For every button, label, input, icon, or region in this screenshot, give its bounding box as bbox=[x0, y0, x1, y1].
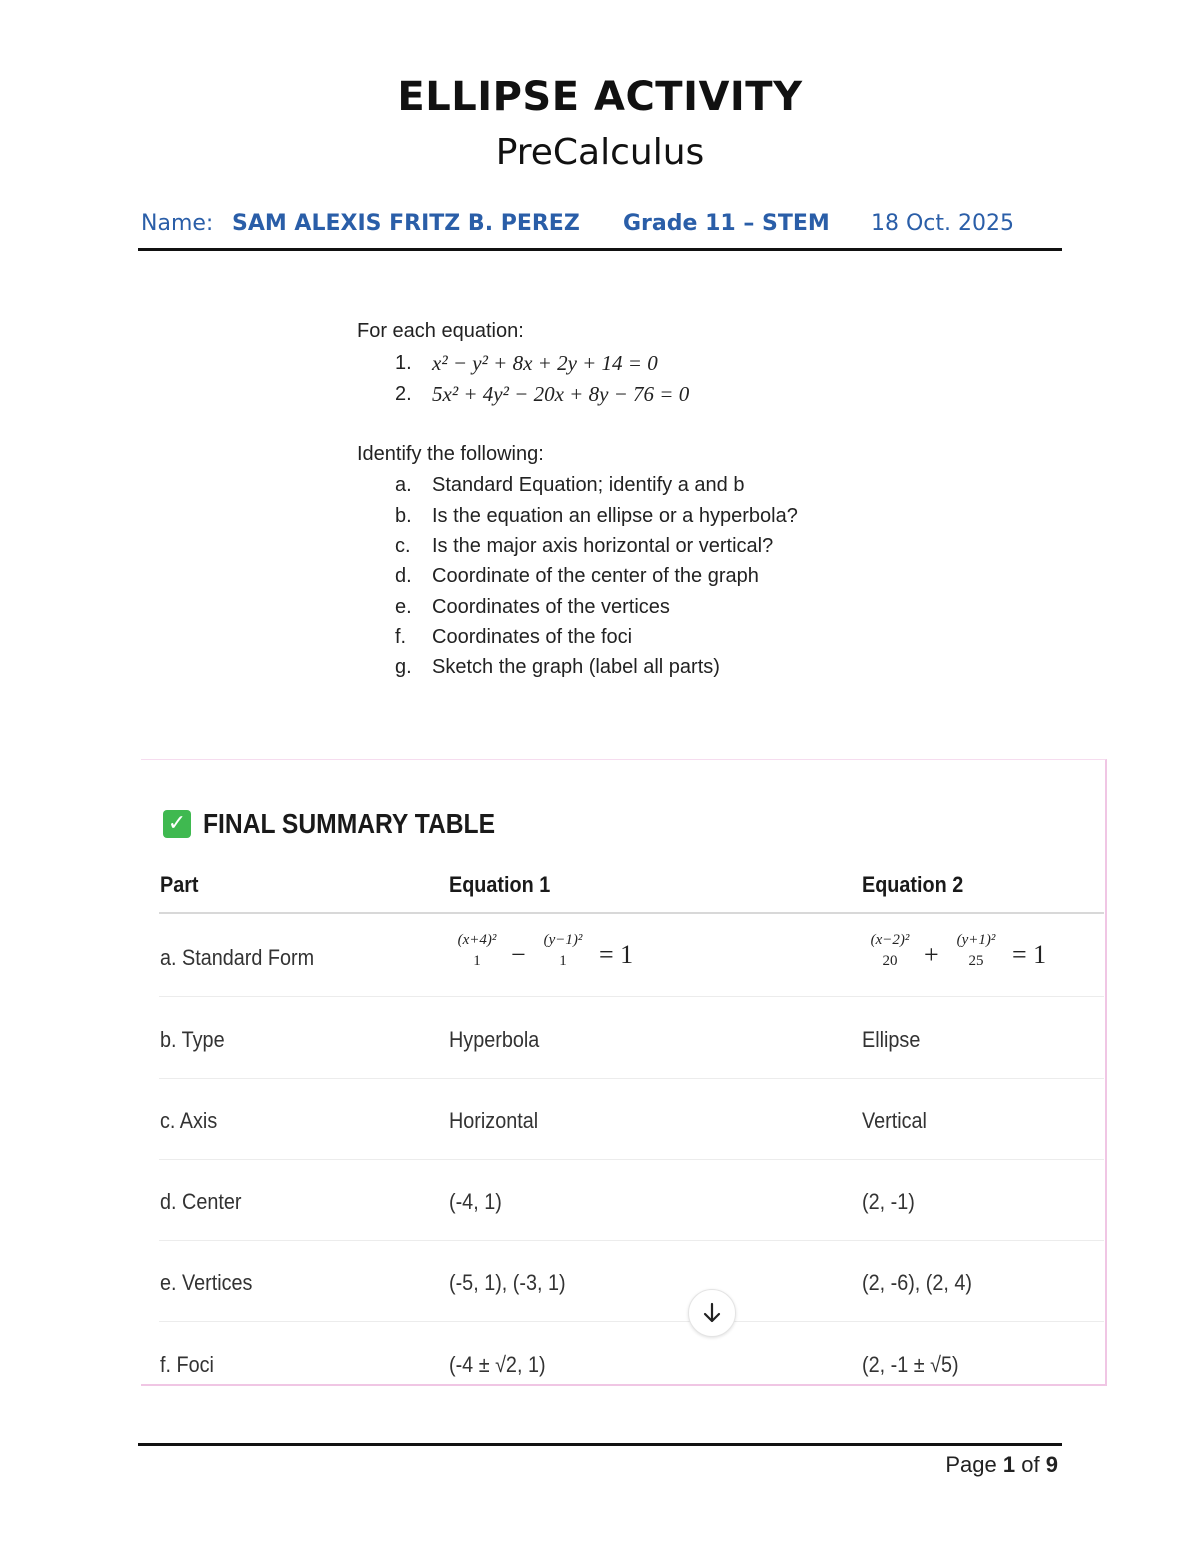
table-cell-eq2: (2, -1 ± √5) bbox=[862, 1352, 959, 1377]
table-cell-eq1: (-5, 1), (-3, 1) bbox=[449, 1270, 566, 1295]
document-title: ELLIPSE ACTIVITY bbox=[397, 74, 803, 120]
equation-1: x² − y² + 8x + 2y + 14 = 0 bbox=[432, 351, 658, 375]
operator: + bbox=[924, 940, 939, 969]
row-divider bbox=[159, 1078, 1104, 1079]
fraction-numerator: (y−1)² bbox=[543, 932, 583, 948]
table-cell-eq1: Hyperbola bbox=[449, 1027, 540, 1052]
equation-number: 2. bbox=[395, 383, 412, 405]
item-letter: g. bbox=[395, 656, 412, 678]
fraction-denominator: 1 bbox=[559, 953, 567, 969]
fraction-numerator: (x−2)² bbox=[870, 932, 910, 948]
column-header-equation-1: Equation 1 bbox=[449, 872, 551, 897]
page-number bbox=[945, 1452, 1058, 1478]
document-subtitle: PreCalculus bbox=[495, 132, 705, 173]
column-header-part: Part bbox=[160, 872, 199, 897]
table-header-divider bbox=[159, 912, 1104, 914]
operator: − bbox=[511, 940, 526, 969]
instructions-heading: For each equation: bbox=[357, 320, 524, 342]
row-divider bbox=[159, 996, 1104, 997]
of-word: of bbox=[1021, 1452, 1040, 1477]
header-divider bbox=[138, 248, 1062, 251]
identify-item: Standard Equation; identify a and b bbox=[432, 474, 745, 496]
arrow-down-icon bbox=[700, 1301, 724, 1325]
item-letter: a. bbox=[395, 474, 412, 496]
item-letter: d. bbox=[395, 565, 412, 587]
check-mark-icon: ✓ bbox=[163, 810, 191, 838]
name-label: Name: bbox=[141, 211, 214, 236]
equals-one: = 1 bbox=[599, 940, 634, 969]
table-cell-eq1: Horizontal bbox=[449, 1108, 539, 1133]
standard-form-equation-1 bbox=[449, 932, 649, 982]
row-label-axis: c. Axis bbox=[160, 1108, 218, 1133]
item-letter: c. bbox=[395, 535, 411, 557]
equation-number: 1. bbox=[395, 352, 412, 374]
student-header bbox=[141, 211, 1061, 243]
equals-one: = 1 bbox=[1012, 940, 1047, 969]
row-label-center: d. Center bbox=[160, 1189, 242, 1214]
identify-item: Coordinates of the vertices bbox=[432, 596, 670, 618]
standard-form-equation-2 bbox=[862, 932, 1062, 982]
fraction-denominator: 25 bbox=[968, 953, 984, 969]
scroll-down-button[interactable] bbox=[688, 1289, 736, 1337]
identify-item: Is the equation an ellipse or a hyperbola? bbox=[432, 505, 798, 527]
grade-section: Grade 11 – STEM bbox=[623, 211, 830, 236]
row-divider bbox=[159, 1159, 1104, 1160]
summary-title-text: FINAL SUMMARY TABLE bbox=[203, 808, 496, 839]
table-cell-eq2: Vertical bbox=[862, 1108, 927, 1133]
item-letter: e. bbox=[395, 596, 412, 618]
row-label-type: b. Type bbox=[160, 1027, 225, 1052]
page-word: Page bbox=[945, 1452, 997, 1477]
table-cell-eq2: Ellipse bbox=[862, 1027, 921, 1052]
row-label-foci: f. Foci bbox=[160, 1352, 214, 1377]
student-name: SAM ALEXIS FRITZ B. PEREZ bbox=[232, 211, 580, 236]
row-divider bbox=[159, 1240, 1104, 1241]
document-date: 18 Oct. 2025 bbox=[871, 211, 1014, 236]
identify-heading: Identify the following: bbox=[357, 443, 544, 465]
column-header-equation-2: Equation 2 bbox=[862, 872, 964, 897]
item-letter: f. bbox=[395, 626, 407, 648]
table-cell-eq1: (-4 ± √2, 1) bbox=[449, 1352, 546, 1377]
identify-item: Coordinates of the foci bbox=[432, 626, 633, 648]
fraction-denominator: 20 bbox=[882, 953, 898, 969]
row-divider bbox=[159, 1321, 1104, 1322]
footer-divider bbox=[138, 1443, 1062, 1446]
fraction-numerator: (y+1)² bbox=[956, 932, 996, 948]
identify-item: Coordinate of the center of the graph bbox=[432, 565, 759, 587]
table-cell-eq2: (2, -1) bbox=[862, 1189, 915, 1214]
current-page: 1 bbox=[1002, 1452, 1016, 1477]
equation-2: 5x² + 4y² − 20x + 8y − 76 = 0 bbox=[432, 382, 690, 406]
fraction-numerator: (x+4)² bbox=[457, 932, 497, 948]
row-label-standard-form: a. Standard Form bbox=[160, 945, 315, 970]
row-label-vertices: e. Vertices bbox=[160, 1270, 253, 1295]
item-letter: b. bbox=[395, 505, 412, 527]
identify-item: Sketch the graph (label all parts) bbox=[432, 656, 720, 678]
identify-item: Is the major axis horizontal or vertical? bbox=[432, 535, 774, 557]
fraction-denominator: 1 bbox=[473, 953, 481, 969]
table-cell-eq1: (-4, 1) bbox=[449, 1189, 502, 1214]
total-pages: 9 bbox=[1045, 1452, 1058, 1477]
table-cell-eq2: (2, -6), (2, 4) bbox=[862, 1270, 973, 1295]
